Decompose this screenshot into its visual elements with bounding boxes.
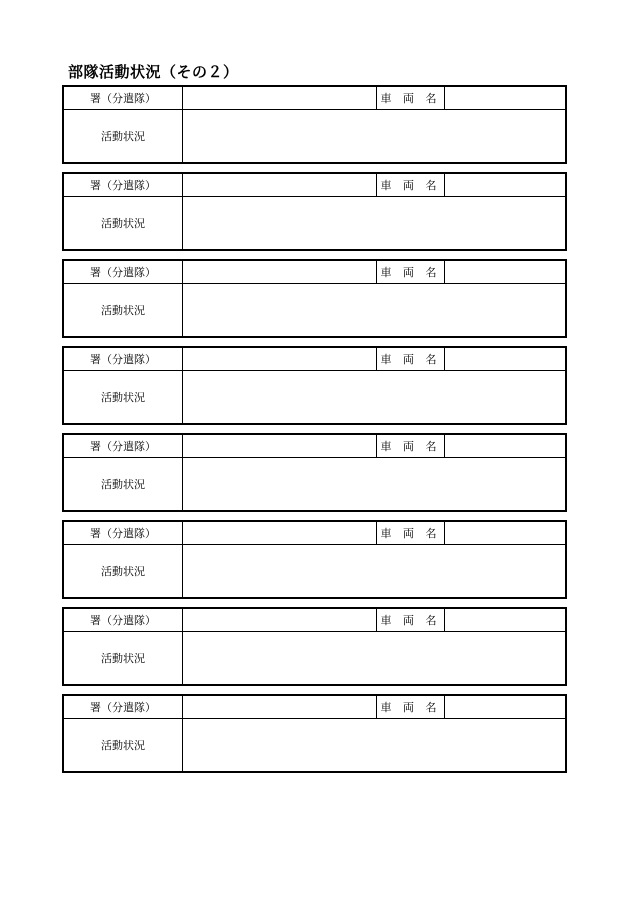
record-activity-row (64, 197, 565, 249)
vehicle-label: 車 両 名 (376, 261, 445, 283)
station-field[interactable] (183, 522, 376, 544)
activity-record-list (62, 85, 567, 781)
activity-label: 活動状況 (64, 197, 183, 249)
activity-record-3 (62, 259, 567, 338)
record-activity-row (64, 719, 565, 771)
record-header-row (64, 522, 565, 545)
vehicle-label: 車 両 名 (376, 435, 445, 457)
station-label: 署（分遣隊） (64, 609, 183, 631)
station-field[interactable] (183, 174, 376, 196)
record-header-row (64, 609, 565, 632)
station-label: 署（分遣隊） (64, 435, 183, 457)
record-activity-row (64, 284, 565, 336)
record-header-row (64, 261, 565, 284)
vehicle-label: 車 両 名 (376, 609, 445, 631)
activity-field[interactable] (183, 458, 565, 510)
activity-label: 活動状況 (64, 371, 183, 423)
activity-label: 活動状況 (64, 110, 183, 162)
activity-field[interactable] (183, 284, 565, 336)
vehicle-field[interactable] (445, 174, 565, 196)
station-label: 署（分遣隊） (64, 696, 183, 718)
activity-field[interactable] (183, 371, 565, 423)
record-header-row (64, 87, 565, 110)
record-activity-row (64, 632, 565, 684)
station-field[interactable] (183, 435, 376, 457)
page-title: 部隊活動状況（その２） (68, 63, 239, 81)
record-activity-row (64, 110, 565, 162)
activity-label: 活動状況 (64, 632, 183, 684)
vehicle-label: 車 両 名 (376, 348, 445, 370)
vehicle-label: 車 両 名 (376, 522, 445, 544)
activity-label: 活動状況 (64, 284, 183, 336)
station-field[interactable] (183, 348, 376, 370)
station-label: 署（分遣隊） (64, 348, 183, 370)
activity-field[interactable] (183, 632, 565, 684)
station-label: 署（分遣隊） (64, 522, 183, 544)
activity-record-6 (62, 520, 567, 599)
station-field[interactable] (183, 609, 376, 631)
vehicle-field[interactable] (445, 348, 565, 370)
record-header-row (64, 696, 565, 719)
record-activity-row (64, 545, 565, 597)
activity-field[interactable] (183, 110, 565, 162)
vehicle-field[interactable] (445, 696, 565, 718)
activity-record-2 (62, 172, 567, 251)
vehicle-label: 車 両 名 (376, 696, 445, 718)
activity-record-1 (62, 85, 567, 164)
station-label: 署（分遣隊） (64, 261, 183, 283)
record-activity-row (64, 371, 565, 423)
vehicle-field[interactable] (445, 87, 565, 109)
vehicle-field[interactable] (445, 522, 565, 544)
activity-record-4 (62, 346, 567, 425)
record-header-row (64, 435, 565, 458)
activity-field[interactable] (183, 197, 565, 249)
station-field[interactable] (183, 261, 376, 283)
activity-label: 活動状況 (64, 458, 183, 510)
station-field[interactable] (183, 87, 376, 109)
station-field[interactable] (183, 696, 376, 718)
record-activity-row (64, 458, 565, 510)
activity-field[interactable] (183, 719, 565, 771)
activity-record-8 (62, 694, 567, 773)
record-header-row (64, 348, 565, 371)
station-label: 署（分遣隊） (64, 174, 183, 196)
station-label: 署（分遣隊） (64, 87, 183, 109)
activity-record-7 (62, 607, 567, 686)
activity-label: 活動状況 (64, 545, 183, 597)
vehicle-field[interactable] (445, 435, 565, 457)
record-header-row (64, 174, 565, 197)
activity-field[interactable] (183, 545, 565, 597)
activity-record-5 (62, 433, 567, 512)
activity-label: 活動状況 (64, 719, 183, 771)
vehicle-field[interactable] (445, 609, 565, 631)
vehicle-label: 車 両 名 (376, 174, 445, 196)
vehicle-label: 車 両 名 (376, 87, 445, 109)
vehicle-field[interactable] (445, 261, 565, 283)
